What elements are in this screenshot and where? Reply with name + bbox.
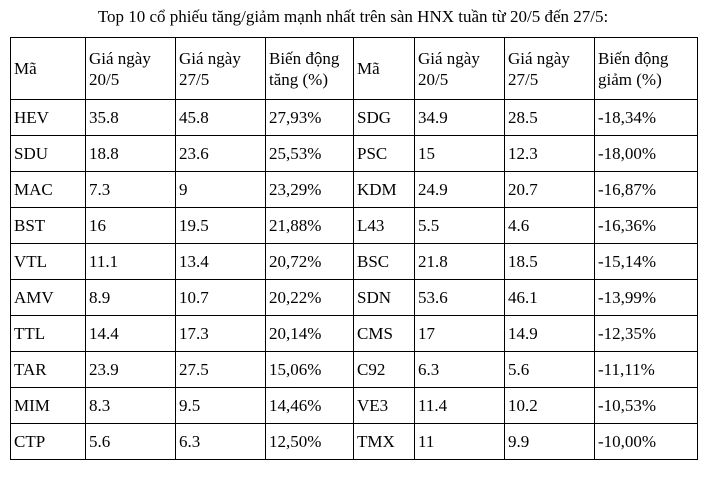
stock-code-cell: BST <box>11 208 86 244</box>
change-cell: 21,88% <box>266 208 354 244</box>
stock-code-cell: VE3 <box>354 388 415 424</box>
header-row <box>11 38 698 100</box>
table-row <box>11 316 698 352</box>
price-cell: 27.5 <box>176 352 266 388</box>
stock-code-cell: MAC <box>11 172 86 208</box>
price-cell: 34.9 <box>415 100 505 136</box>
header-text: 27/5 <box>179 69 210 89</box>
table-row <box>11 388 698 424</box>
stock-code-cell: TMX <box>354 424 415 460</box>
price-cell: 8.3 <box>86 388 176 424</box>
stock-code-cell: MIM <box>11 388 86 424</box>
price-cell: 12.3 <box>505 136 595 172</box>
price-cell: 45.8 <box>176 100 266 136</box>
change-cell: -16,87% <box>595 172 698 208</box>
change-cell: -15,14% <box>595 244 698 280</box>
header-text: 27/5 <box>508 69 539 89</box>
header-text: Giá ngày <box>508 48 570 68</box>
price-cell: 23.6 <box>176 136 266 172</box>
price-cell: 9.9 <box>505 424 595 460</box>
price-cell: 17.3 <box>176 316 266 352</box>
header-text: Mã <box>357 59 380 78</box>
change-cell: 25,53% <box>266 136 354 172</box>
stock-table <box>10 37 698 460</box>
price-cell: 35.8 <box>86 100 176 136</box>
stock-code-cell: SDN <box>354 280 415 316</box>
price-cell: 17 <box>415 316 505 352</box>
stock-code-cell: VTL <box>11 244 86 280</box>
stock-code-cell: HEV <box>11 100 86 136</box>
table-row <box>11 352 698 388</box>
header-text: Giá ngày <box>418 48 480 68</box>
price-cell: 11 <box>415 424 505 460</box>
price-cell: 7.3 <box>86 172 176 208</box>
stock-code-cell: PSC <box>354 136 415 172</box>
table-row <box>11 424 698 460</box>
header-text: tăng (%) <box>269 69 329 89</box>
header-text: giảm (%) <box>598 69 662 89</box>
table-row <box>11 244 698 280</box>
change-cell: -12,35% <box>595 316 698 352</box>
change-cell: 14,46% <box>266 388 354 424</box>
stock-code-cell: AMV <box>11 280 86 316</box>
header-cell-price-end-gainers <box>176 38 266 100</box>
price-cell: 46.1 <box>505 280 595 316</box>
change-cell: 12,50% <box>266 424 354 460</box>
stock-code-cell: TAR <box>11 352 86 388</box>
change-cell: -13,99% <box>595 280 698 316</box>
price-cell: 14.4 <box>86 316 176 352</box>
price-cell: 21.8 <box>415 244 505 280</box>
header-cell-code-losers <box>354 38 415 100</box>
stock-code-cell: SDU <box>11 136 86 172</box>
change-cell: 20,14% <box>266 316 354 352</box>
price-cell: 5.6 <box>86 424 176 460</box>
header-cell-price-start-losers <box>415 38 505 100</box>
header-text: 20/5 <box>89 69 120 89</box>
header-text: Giá ngày <box>179 48 241 68</box>
header-cell-code-gainers <box>11 38 86 100</box>
change-cell: 20,22% <box>266 280 354 316</box>
price-cell: 6.3 <box>415 352 505 388</box>
change-cell: -10,53% <box>595 388 698 424</box>
change-cell: 23,29% <box>266 172 354 208</box>
price-cell: 18.5 <box>505 244 595 280</box>
table-row <box>11 100 698 136</box>
table-row <box>11 136 698 172</box>
stock-code-cell: SDG <box>354 100 415 136</box>
price-cell: 19.5 <box>176 208 266 244</box>
table-title: Top 10 cổ phiếu tăng/giảm mạnh nhất trên sàn HNX tuần từ 20/5 đến 27/5: <box>97 7 609 26</box>
stock-code-cell: BSC <box>354 244 415 280</box>
price-cell: 24.9 <box>415 172 505 208</box>
change-cell: -18,34% <box>595 100 698 136</box>
price-cell: 20.7 <box>505 172 595 208</box>
price-cell: 9.5 <box>176 388 266 424</box>
table-row <box>11 208 698 244</box>
header-cell-price-end-losers <box>505 38 595 100</box>
stock-code-cell: C92 <box>354 352 415 388</box>
change-cell: -16,36% <box>595 208 698 244</box>
header-cell-change-down <box>595 38 698 100</box>
table-row <box>11 172 698 208</box>
header-text: Biến động <box>598 48 669 68</box>
price-cell: 14.9 <box>505 316 595 352</box>
header-text: Giá ngày <box>89 48 151 68</box>
price-cell: 11.1 <box>86 244 176 280</box>
price-cell: 53.6 <box>415 280 505 316</box>
price-cell: 10.7 <box>176 280 266 316</box>
price-cell: 23.9 <box>86 352 176 388</box>
price-cell: 9 <box>176 172 266 208</box>
header-text: 20/5 <box>418 69 449 89</box>
header-cell-change-up <box>266 38 354 100</box>
header-text: Mã <box>14 59 37 78</box>
stock-code-cell: TTL <box>11 316 86 352</box>
stock-code-cell: L43 <box>354 208 415 244</box>
price-cell: 4.6 <box>505 208 595 244</box>
change-cell: -11,11% <box>595 352 698 388</box>
price-cell: 5.5 <box>415 208 505 244</box>
price-cell: 6.3 <box>176 424 266 460</box>
change-cell: 27,93% <box>266 100 354 136</box>
price-cell: 16 <box>86 208 176 244</box>
stock-code-cell: CTP <box>11 424 86 460</box>
stock-code-cell: KDM <box>354 172 415 208</box>
change-cell: -18,00% <box>595 136 698 172</box>
change-cell: 20,72% <box>266 244 354 280</box>
price-cell: 13.4 <box>176 244 266 280</box>
change-cell: 15,06% <box>266 352 354 388</box>
price-cell: 18.8 <box>86 136 176 172</box>
change-cell: -10,00% <box>595 424 698 460</box>
header-text: Biến động <box>269 48 340 68</box>
header-cell-price-start-gainers <box>86 38 176 100</box>
price-cell: 28.5 <box>505 100 595 136</box>
price-cell: 11.4 <box>415 388 505 424</box>
stock-code-cell: CMS <box>354 316 415 352</box>
price-cell: 5.6 <box>505 352 595 388</box>
table-row <box>11 280 698 316</box>
price-cell: 15 <box>415 136 505 172</box>
price-cell: 10.2 <box>505 388 595 424</box>
price-cell: 8.9 <box>86 280 176 316</box>
